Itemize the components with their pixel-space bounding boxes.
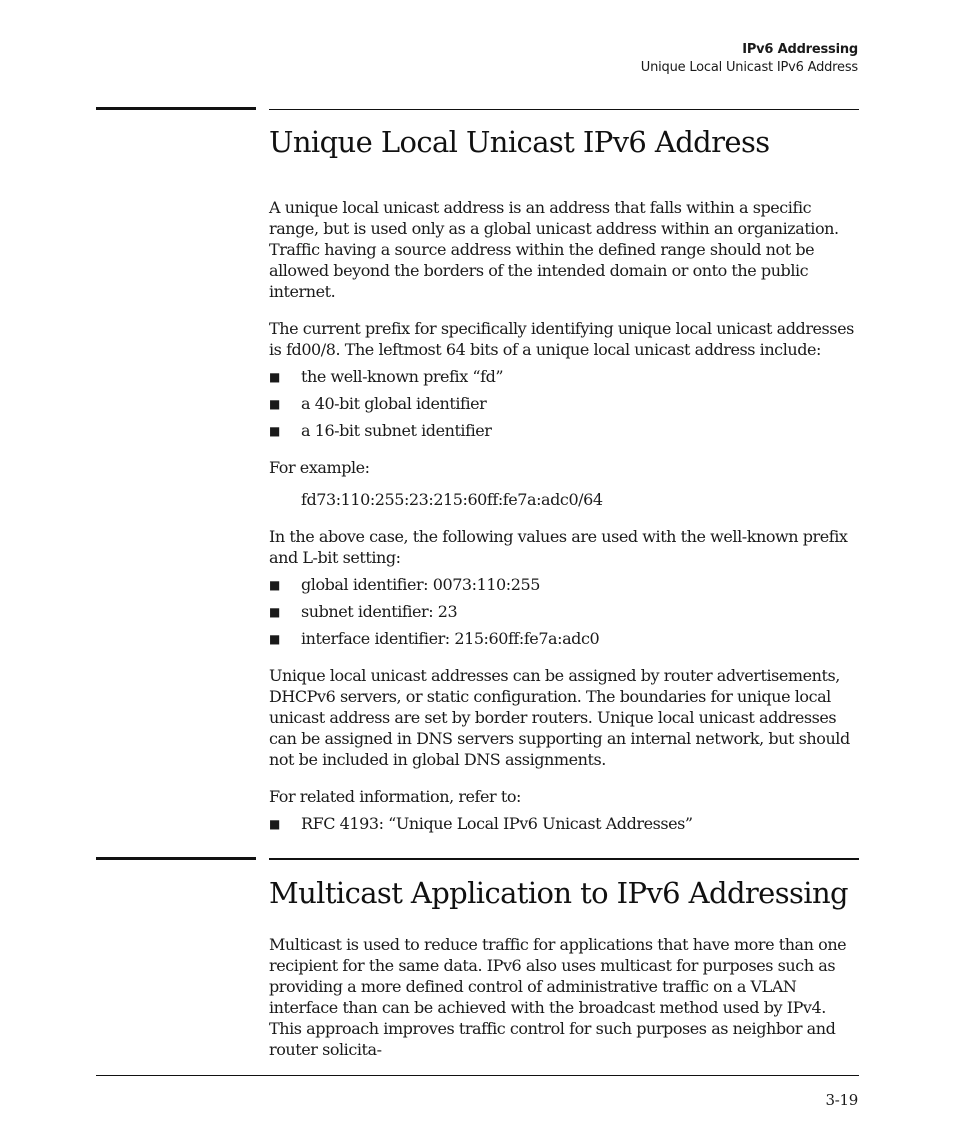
section1-right-rule	[269, 109, 859, 110]
bullet-icon: ■	[269, 424, 280, 438]
section2-left-rule	[96, 857, 256, 860]
section1-para4: Unique local unicast addresses can be assigned by router advertisements, DHCPv6 servers, or static configuration. The boundaries for unique local unicast address are set by border routers. Unique local unicast addresses can be assigned in DNS servers supporting an internal network, but should not be included in global DNS assignments.	[269, 666, 850, 769]
bullet-icon: ■	[269, 605, 280, 619]
bullet-icon: ■	[269, 397, 280, 411]
list-item: ■ subnet identifier: 23	[269, 602, 458, 621]
list-item: ■ RFC 4193: “Unique Local IPv6 Unicast Addresses”	[269, 814, 693, 833]
section1-list2	[269, 574, 859, 649]
header-chapter: IPv6 Addressing	[742, 42, 858, 57]
section1-body	[269, 197, 859, 834]
section1-title: Unique Local Unicast IPv6 Address	[269, 125, 770, 159]
section1-list1	[269, 366, 859, 441]
section1-para1: A unique local unicast address is an address that falls within a specific range, but is used only as a global unicast address within an organization. Traffic having a source address within the defined range should not be allowed beyond the borders of the intended domain or onto the public internet.	[269, 198, 839, 301]
example-label: For example:	[269, 458, 370, 477]
list-item: ■ a 16-bit subnet identifier	[269, 421, 492, 440]
list-item: ■ interface identifier: 215:60ff:fe7a:adc0	[269, 629, 600, 648]
example-code: fd73:110:255:23:215:60ff:fe7a:adc0/64	[301, 490, 603, 509]
section2-right-rule	[269, 858, 859, 860]
section1-para3: In the above case, the following values are used with the well-known prefix and L-bit setting:	[269, 527, 848, 567]
running-header	[641, 41, 858, 77]
section1-left-rule	[96, 107, 256, 110]
section1-list3	[269, 813, 859, 834]
related-label: For related information, refer to:	[269, 787, 521, 806]
list-item: ■ the well-known prefix “fd”	[269, 367, 504, 386]
section2-title: Multicast Application to IPv6 Addressing	[269, 876, 849, 910]
list-item: ■ a 40-bit global identifier	[269, 394, 487, 413]
list-item: ■ global identifier: 0073:110:255	[269, 575, 540, 594]
footer-rule	[96, 1075, 859, 1076]
section2-body	[269, 934, 859, 1060]
bullet-icon: ■	[269, 632, 280, 646]
section1-para2: The current prefix for specifically identifying unique local unicast addresses is fd00/8. The leftmost 64 bits of a unique local unicast address include:	[269, 319, 854, 359]
bullet-icon: ■	[269, 578, 280, 592]
bullet-icon: ■	[269, 370, 280, 384]
section2-para1: Multicast is used to reduce traffic for applications that have more than one recipient for the same data. IPv6 also uses multicast for purposes such as providing a more defined control of administrative traffic on a VLAN interface than can be achieved with the broadcast method used by IPv4. This approach improves traffic control for such purposes as neighbor and router solicita-	[269, 935, 847, 1059]
page-number: 3-19	[825, 1091, 858, 1109]
header-section: Unique Local Unicast IPv6 Address	[640, 60, 858, 75]
bullet-icon: ■	[269, 817, 280, 831]
